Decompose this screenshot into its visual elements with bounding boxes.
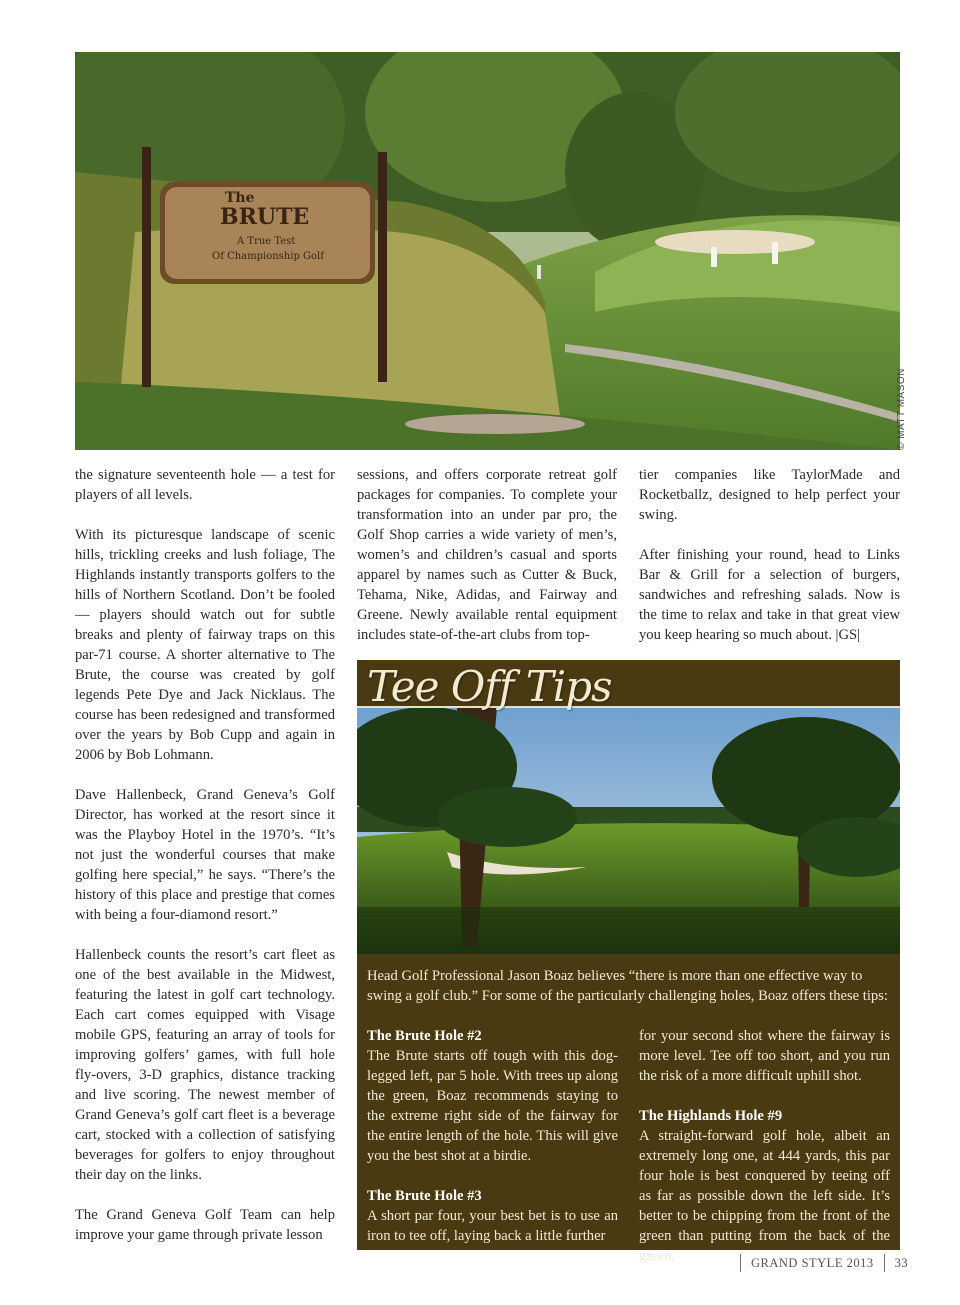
- tip-text: A straight-forward golf hole, albeit an extremely long one, at 444 yards, this par four hole is best conquered by teeing off as far as possible down the left side. It’s better to be chipping from the front of the green than putting from the back of the green.: [639, 1128, 890, 1264]
- sign-line2: BRUTE: [220, 204, 310, 230]
- paragraph: tier companies like TaylorMade and Rocketballz, designed to help perfect your swing.: [639, 467, 900, 523]
- tip-text: for your second shot where the fairway is more level. Tee off too short, and you run the risk of a more difficult uphill shot.: [639, 1028, 890, 1084]
- article-column-3: [639, 465, 900, 665]
- paragraph: Dave Hallenbeck, Grand Geneva’s Golf Director, has worked at the resort since it was the Playboy Hotel in the 1970’s. “It’s not just the wonderful courses that make golfing here special,” he says. “There’s the history of this place and prestige that comes with being a four-diamond resort.”: [75, 787, 335, 923]
- footer-divider: [740, 1254, 741, 1272]
- paragraph: the signature seventeenth hole — a test for players of all levels.: [75, 467, 335, 503]
- tip-text: A short par four, your best bet is to use an iron to tee off, laying back a little further: [367, 1208, 618, 1244]
- hero-photo: [75, 52, 900, 450]
- tips-intro: Head Golf Professional Jason Boaz believes “there is more than one effective way to swing a golf club.” For some of the particularly challenging holes, Boaz offers these tips:: [367, 968, 888, 1004]
- tip-heading: The Brute Hole #3: [367, 1188, 482, 1204]
- photo-credit: © MATT MASON: [896, 368, 907, 450]
- tip-text: The Brute starts off tough with this dog-legged left, par 5 hole. With trees up along the green, Boaz recommends staying to the extreme right side of the fairway for the entire length of the hole. This will give you the best shot at a birdie.: [367, 1048, 618, 1164]
- tips-column-2: [639, 1026, 890, 1286]
- tip-heading: The Brute Hole #2: [367, 1028, 482, 1044]
- page-footer: [730, 1253, 908, 1273]
- paragraph: Hallenbeck counts the resort’s cart fleet as one of the best available in the Midwest, featuring the latest in golf cart technology. Each cart comes equipped with Visage mobile GPS, featuring an array of tools for improving golfers’ games, with full hole fly-overs, 3-D graphics, distance tracking and live scoring. The newest member of Grand Geneva’s golf cart fleet is a beverage cart, stocked with a collection of satisfying beverages for golfers to enjoy throughout their day on the links.: [75, 947, 335, 1183]
- page-number: 33: [894, 1255, 909, 1270]
- article-column-1: [75, 465, 335, 1265]
- sign-line1: The: [225, 190, 255, 206]
- tips-column-1: [367, 1026, 618, 1266]
- paragraph: The Grand Geneva Golf Team can help improve your game through private lesson: [75, 1207, 335, 1243]
- golf-course-illustration: [75, 52, 900, 450]
- sign-line3: A True Test: [237, 236, 296, 247]
- tips-photo: [357, 707, 900, 954]
- paragraph: With its picturesque landscape of scenic hills, trickling creeks and lush foliage, The Highlands instantly transports golfers to the hills of Northern Scotland. Don’t be fooled — players should watch out for subtle breaks and plenty of fairway traps on this par-71 course. A shorter alternative to The Brute, the course was created by golf legends Pete Dye and Jack Nicklaus. The course has been redesigned and transformed over the years by Bob Cupp and again in 2006 by Bob Lohmann.: [75, 527, 335, 763]
- tip-heading: The Highlands Hole #9: [639, 1108, 783, 1124]
- fairway-illustration: [357, 707, 900, 954]
- tips-title: Tee Off Tips: [367, 662, 612, 711]
- footer-divider: [884, 1254, 885, 1272]
- paragraph: sessions, and offers corporate retreat golf packages for companies. To complete your transformation into an under par pro, the Golf Shop carries a wide variety of men’s, women’s and children’s casual and sports apparel by names such as Cutter & Buck, Tehama, Nike, Adidas, and Fairway and Greene. Newly available rental equipment includes state-of-the-art clubs from top-: [357, 467, 617, 643]
- publication-name: GRAND STYLE 2013: [751, 1255, 874, 1270]
- paragraph: After finishing your round, head to Links Bar & Grill for a selection of burgers, sandwiches and refreshing salads. Now is the time to relax and take in that great view you keep hearing so much about. |GS|: [639, 547, 900, 643]
- article-column-2: [357, 465, 617, 665]
- sign-line4: Of Championship Golf: [212, 251, 324, 262]
